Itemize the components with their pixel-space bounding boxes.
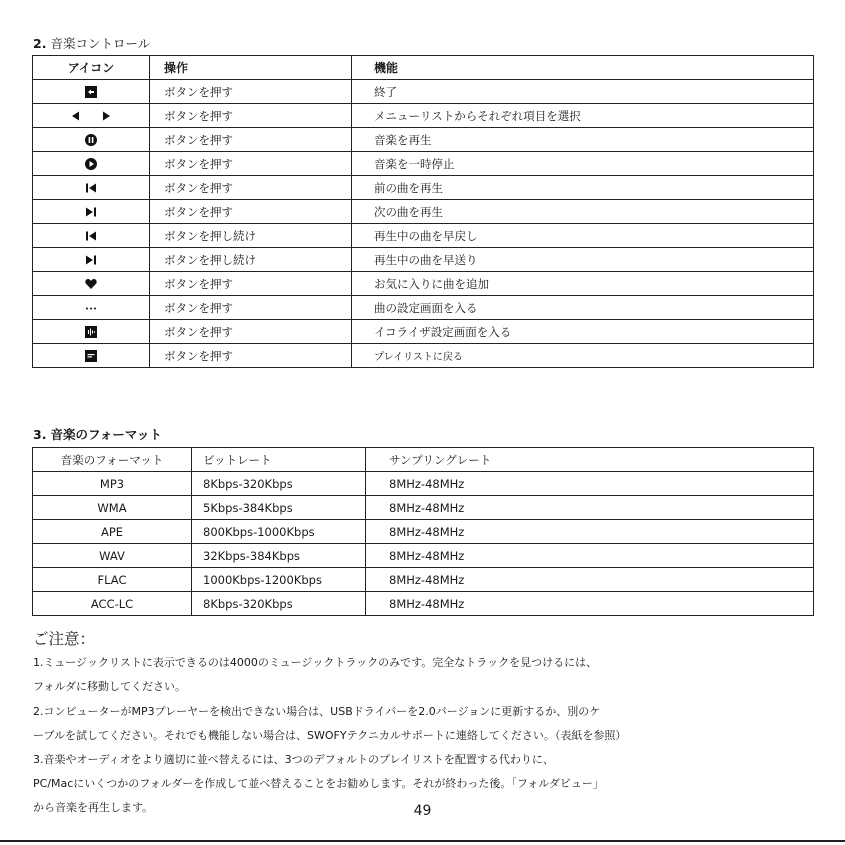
operation-cell: ボタンを押す (150, 152, 352, 176)
section-3-title (33, 425, 162, 443)
table-row (33, 272, 814, 296)
icon-cell (33, 80, 150, 104)
icon-cell (33, 152, 150, 176)
bitrate-cell: 32Kbps-384Kbps (192, 544, 366, 568)
table-row (33, 320, 814, 344)
format-cell: MP3 (33, 472, 192, 496)
section-2-text: 音楽コントロール (50, 36, 151, 51)
left-right-arrows-icon (71, 109, 111, 123)
previous-track-icon (85, 229, 97, 243)
function-cell: 再生中の曲を早戻し (352, 224, 814, 248)
sampling-rate-cell: 8MHz-48MHz (366, 520, 814, 544)
table-row (33, 568, 814, 592)
bitrate-cell: 8Kbps-320Kbps (192, 592, 366, 616)
format-cell: FLAC (33, 568, 192, 592)
section-2-title (33, 34, 150, 52)
function-cell: 音楽を再生 (352, 128, 814, 152)
header-function: 機能 (352, 56, 814, 80)
operation-cell: ボタンを押す (150, 104, 352, 128)
table-row (33, 472, 814, 496)
equalizer-icon (85, 325, 97, 339)
function-cell: プレイリストに戻る (352, 344, 814, 368)
bitrate-cell: 8Kbps-320Kbps (192, 472, 366, 496)
section-3-number: 3. (33, 427, 47, 442)
bitrate-cell: 5Kbps-384Kbps (192, 496, 366, 520)
icon-cell (33, 248, 150, 272)
table-row (33, 296, 814, 320)
note-line: フォルダに移動してください。 (33, 680, 187, 694)
sampling-rate-cell: 8MHz-48MHz (366, 544, 814, 568)
notes-heading: ご注意： (33, 630, 96, 648)
format-cell: WAV (33, 544, 192, 568)
table-row (33, 152, 814, 176)
operation-cell: ボタンを押し続け (150, 224, 352, 248)
note-line: 1.ミュージックリストに表示できるのは4000のミュージックトラックのみです。完全なトラックを見つけるには、 (33, 656, 598, 670)
header-icon: アイコン (33, 56, 150, 80)
sampling-rate-cell: 8MHz-48MHz (366, 592, 814, 616)
playlist-icon (85, 349, 97, 363)
icon-cell (33, 176, 150, 200)
more-dots-icon (85, 301, 97, 315)
table-row (33, 224, 814, 248)
table-row (33, 200, 814, 224)
formats-header-row (33, 448, 814, 472)
heart-icon (85, 277, 97, 291)
icon-cell (33, 104, 150, 128)
icon-cell (33, 224, 150, 248)
sampling-rate-cell: 8MHz-48MHz (366, 496, 814, 520)
sampling-rate-cell: 8MHz-48MHz (366, 472, 814, 496)
table-row (33, 544, 814, 568)
function-cell: 前の曲を再生 (352, 176, 814, 200)
operation-cell: ボタンを押す (150, 320, 352, 344)
function-cell: 再生中の曲を早送り (352, 248, 814, 272)
icon-cell (33, 344, 150, 368)
previous-track-icon (85, 181, 97, 195)
page-bottom-rule (0, 840, 845, 842)
format-cell: ACC-LC (33, 592, 192, 616)
operation-cell: ボタンを押す (150, 344, 352, 368)
operation-cell: ボタンを押す (150, 200, 352, 224)
next-track-icon (85, 253, 97, 267)
operation-cell: ボタンを押す (150, 272, 352, 296)
bitrate-cell: 800Kbps-1000Kbps (192, 520, 366, 544)
operation-cell: ボタンを押す (150, 296, 352, 320)
function-cell: 曲の設定画面を入る (352, 296, 814, 320)
table-row (33, 80, 814, 104)
operation-cell: ボタンを押す (150, 176, 352, 200)
function-cell: イコライザ設定画面を入る (352, 320, 814, 344)
function-cell: 音楽を一時停止 (352, 152, 814, 176)
controls-table (32, 55, 814, 368)
note-line: ーブルを試してください。それでも機能しない場合は、SWOFYテクニカルサポートに連絡してください。（表紙を参照） (33, 728, 627, 742)
icon-cell (33, 296, 150, 320)
icon-cell (33, 272, 150, 296)
table-row (33, 496, 814, 520)
pause-circle-icon (85, 133, 97, 147)
table-row (33, 344, 814, 368)
icon-cell (33, 200, 150, 224)
header-operation: 操作 (150, 56, 352, 80)
formats-table (32, 447, 814, 616)
section-2-number: 2. (33, 36, 47, 51)
table-row (33, 248, 814, 272)
note-line: 3.音楽やオーディオをより適切に並べ替えるには、3つのデフォルトのプレイリストを配置する代わりに、 (33, 753, 554, 767)
function-cell: 次の曲を再生 (352, 200, 814, 224)
table-row (33, 176, 814, 200)
icon-cell (33, 320, 150, 344)
icon-cell (33, 128, 150, 152)
table-row (33, 520, 814, 544)
operation-cell: ボタンを押す (150, 128, 352, 152)
function-cell: お気に入りに曲を追加 (352, 272, 814, 296)
header-format: 音楽のフォーマット (33, 448, 192, 472)
page-number: 49 (413, 803, 432, 819)
table-row (33, 592, 814, 616)
table-row (33, 128, 814, 152)
sampling-rate-cell: 8MHz-48MHz (366, 568, 814, 592)
note-line: 2.コンピューターがMP3プレーヤーを検出できない場合は、USBドライバーを2.0バージョンに更新するか、別のケ (33, 704, 601, 718)
note-line: から音楽を再生します。 (33, 801, 154, 815)
header-bitrate: ビットレート (192, 448, 366, 472)
play-circle-icon (85, 157, 97, 171)
next-track-icon (85, 205, 97, 219)
exit-icon (85, 85, 97, 99)
note-line: PC/Macにいくつかのフォルダーを作成して並べ替えることをお勧めします。それが終わった後。「フォルダビュー」 (33, 777, 604, 791)
header-sampling-rate: サンプリングレート (366, 448, 814, 472)
format-cell: APE (33, 520, 192, 544)
operation-cell: ボタンを押す (150, 80, 352, 104)
section-3-text: 音楽のフォーマット (50, 427, 162, 442)
operation-cell: ボタンを押し続け (150, 248, 352, 272)
bitrate-cell: 1000Kbps-1200Kbps (192, 568, 366, 592)
controls-header-row (33, 56, 814, 80)
function-cell: メニューリストからそれぞれ項目を選択 (352, 104, 814, 128)
table-row (33, 104, 814, 128)
format-cell: WMA (33, 496, 192, 520)
function-cell: 終了 (352, 80, 814, 104)
notes-block (33, 627, 843, 821)
